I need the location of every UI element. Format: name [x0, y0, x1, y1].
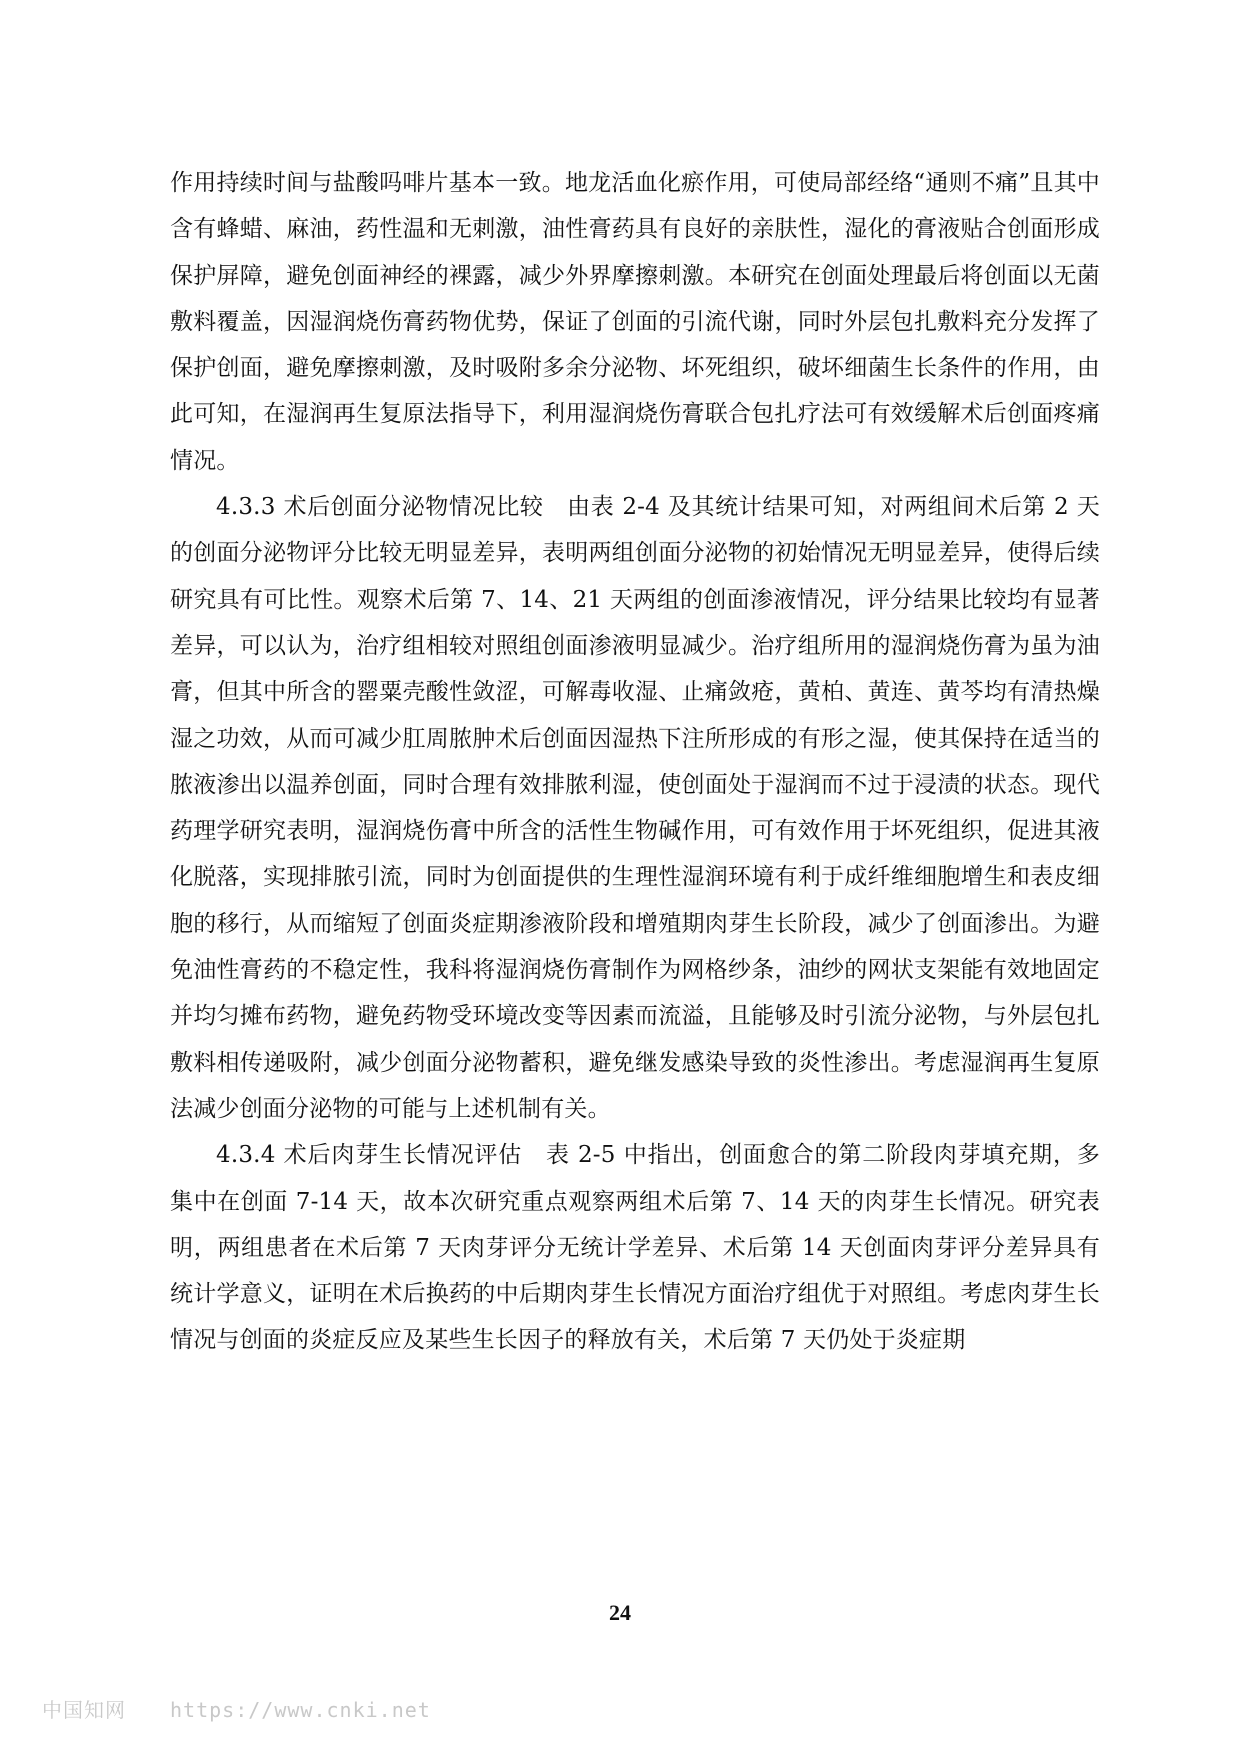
paragraph-section-4-3-3: 4.3.3 术后创面分泌物情况比较 由表 2-4 及其统计结果可知，对两组间术后第 2 天的创面分泌物评分比较无明显差异，表明两组创面分泌物的初始情况无明显差异，使得后续研究具有可比性。观察术后第 7、14、21 天两组的创面渗液情况，评分结果比较均有显著差异，可以认为，治疗组相较对照组创面渗液明显减少。治疗组所用的湿润烧伤膏为虽为油膏，但其中所含的罂粟壳酸性敛涩，可解毒收湿、止痛敛疮，黄柏、黄连、黄芩均有清热燥湿之功效，从而可减少肛周脓肿术后创面因湿热下注所形成的有形之湿，使其保持在适当的脓液渗出以温养创面，同时合理有效排脓利湿，使创面处于湿润而不过于浸渍的状态。现代药理学研究表明，湿润烧伤膏中所含的活性生物碱作用，可有效作用于坏死组织，促进其液化脱落，实现排脓引流，同时为创面提供的生理性湿润环境有利于成纤维细胞增生和表皮细胞的移行，从而缩短了创面炎症期渗液阶段和增殖期肉芽生长阶段，减少了创面渗出。为避免油性膏药的不稳定性，我科将湿润烧伤膏制作为网格纱条，油纱的网状支架能有效地固定并均匀摊布药物，避免药物受环境改变等因素而流溢，且能够及时引流分泌物，与外层包扎敷料相传递吸附，减少创面分泌物蓄积，避免继发感染导致的炎性渗出。考虑湿润再生复原法减少创面分泌物的可能与上述机制有关。 [170, 494, 1100, 1122]
footer-url: https://www.cnki.net [170, 1698, 431, 1722]
paragraph-section-4-3-4: 4.3.4 术后肉芽生长情况评估 表 2-5 中指出，创面愈合的第二阶段肉芽填充期，多集中在创面 7-14 天，故本次研究重点观察两组术后第 7、14 天的肉芽生长情况。研究表明，两组患者在术后第 7 天肉芽评分无统计学差异、术后第 14 天创面肉芽评分差异具有统计学意义，证明在术后换药的中后期肉芽生长情况方面治疗组优于对照组。考虑肉芽生长情况与创面的炎症反应及某些生长因子的释放有关，术后第 7 天仍处于炎症期 [170, 1142, 1100, 1354]
paragraph-continued: 作用持续时间与盐酸吗啡片基本一致。地龙活血化瘀作用，可使局部经络“通则不痛”且其中含有蜂蜡、麻油，药性温和无刺激，油性膏药具有良好的亲肤性，湿化的膏液贴合创面形成保护屏障，避免创面神经的裸露，减少外界摩擦刺激。本研究在创面处理最后将创面以无菌敷料覆盖，因湿润烧伤膏药物优势，保证了创面的引流代谢，同时外层包扎敷料充分发挥了保护创面，避免摩擦刺激，及时吸附多余分泌物、坏死组织，破坏细菌生长条件的作用，由此可知，在湿润再生复原法指导下，利用湿润烧伤膏联合包扎疗法可有效缓解术后创面疼痛情况。 [170, 170, 1100, 474]
page-number: 24 [609, 1600, 631, 1625]
body-text [170, 160, 1100, 1364]
watermark-footer [42, 1694, 431, 1723]
footer-brand: 中国知网 [42, 1698, 126, 1722]
